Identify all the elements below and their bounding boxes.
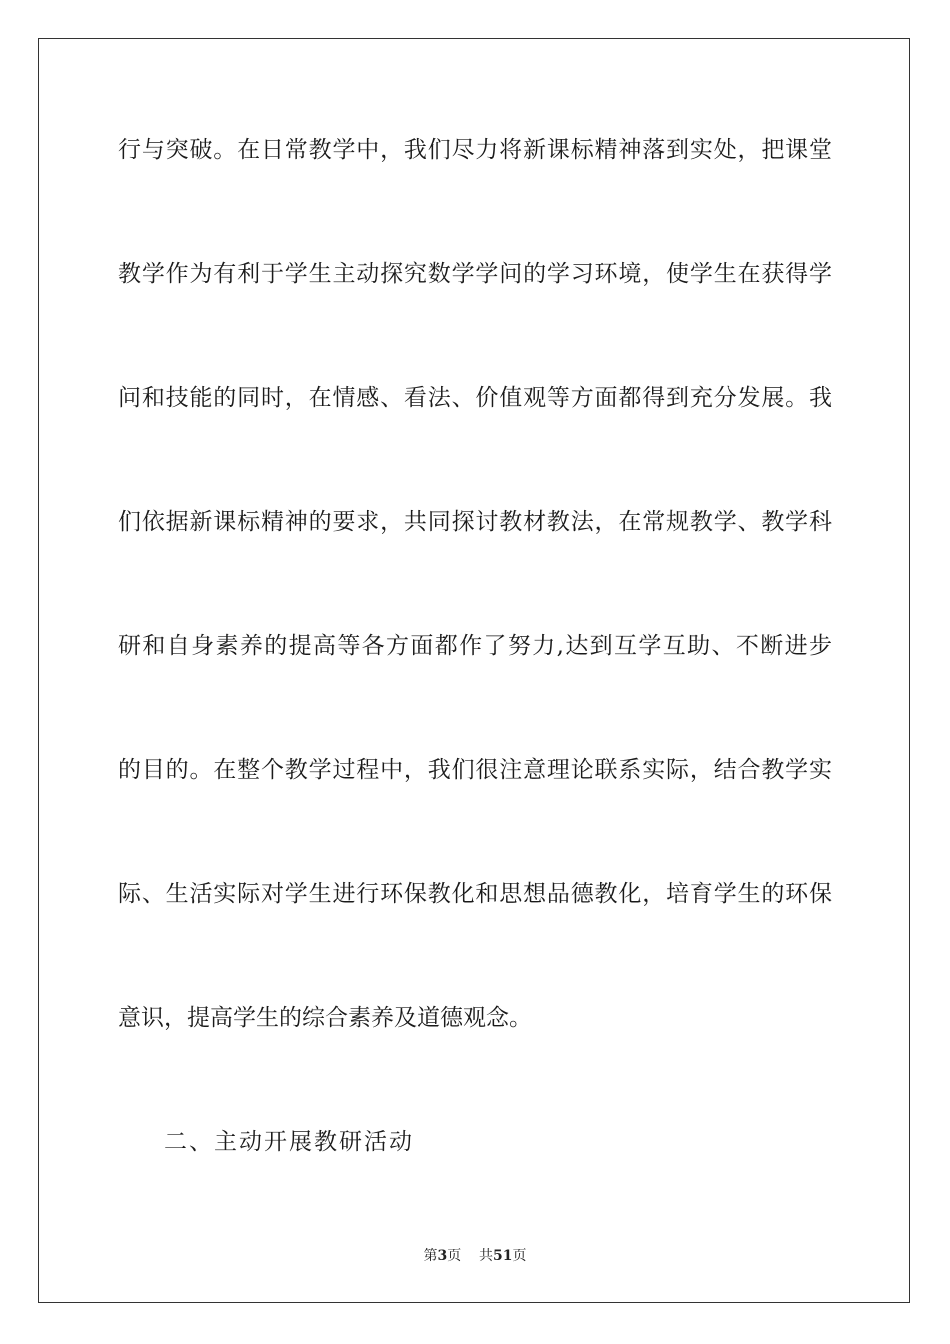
- paragraph-line: 行与突破。在日常教学中，我们尽力将新课标精神落到实处，把课堂: [118, 137, 832, 163]
- paragraph-line: 问和技能的同时，在情感、看法、价值观等方面都得到充分发展。我: [118, 385, 832, 411]
- page-footer: [0, 1246, 950, 1266]
- paragraph-line: 们依据新课标精神的要求，共同探讨教材教法，在常规教学、教学科: [118, 509, 832, 535]
- paragraph-line: 意识，提高学生的综合素养及道德观念。: [118, 1005, 532, 1031]
- page-border: [38, 38, 910, 1303]
- paragraph-line: 际、生活实际对学生进行环保教化和思想品德教化，培育学生的环保: [118, 881, 832, 907]
- paragraph-line: 研和自身素养的提高等各方面都作了努力,达到互学互助、不断进步: [118, 633, 832, 659]
- paragraph-line: 的目的。在整个教学过程中，我们很注意理论联系实际，结合教学实: [118, 757, 832, 783]
- total-prefix: 共: [479, 1248, 494, 1264]
- page-number: 3: [437, 1248, 448, 1264]
- total-suffix: 页: [512, 1248, 527, 1264]
- paragraph-line: 教学作为有利于学生主动探究数学学问的学习环境，使学生在获得学: [118, 261, 832, 287]
- page-prefix: 第: [423, 1248, 438, 1264]
- total-pages: 51: [493, 1248, 513, 1264]
- section-heading: 二、主动开展教研活动: [164, 1129, 414, 1155]
- page-suffix: 页: [447, 1248, 462, 1264]
